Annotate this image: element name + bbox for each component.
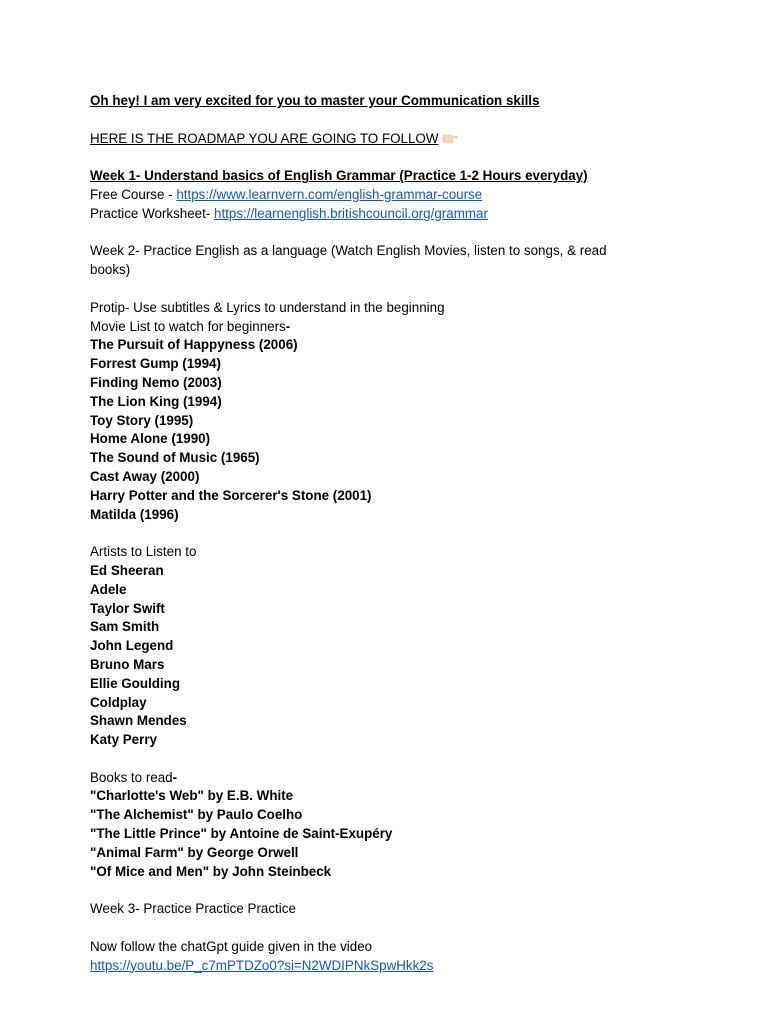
week3-line: Week 3- Practice Practice Practice bbox=[90, 901, 296, 917]
worksheet-link[interactable]: https://learnenglish.britishcouncil.org/grammar bbox=[214, 205, 488, 221]
week1-title: Week 1- Understand basics of English Grammar (Practice 1-2 Hours everyday) bbox=[90, 168, 588, 184]
worksheet-label: Practice Worksheet- bbox=[90, 205, 215, 221]
artist-item: Taylor Swift bbox=[90, 600, 165, 616]
free-course-label: Free Course - bbox=[90, 186, 177, 202]
video-link[interactable]: https://youtu.be/P_c7mPTDZo0?si=N2WDIPNkSpwHkk2s bbox=[90, 957, 434, 973]
artist-item: Coldplay bbox=[90, 694, 147, 710]
roadmap-heading bbox=[90, 130, 730, 149]
movie-item: The Sound of Music (1965) bbox=[90, 450, 260, 466]
book-item: "Of Mice and Men" by John Steinbeck bbox=[90, 863, 332, 879]
pointing-right-hand-icon bbox=[442, 131, 458, 143]
artist-item: Katy Perry bbox=[90, 732, 157, 748]
artist-item: Ed Sheeran bbox=[90, 562, 164, 578]
movie-item: Harry Potter and the Sorcerer's Stone (2001) bbox=[90, 487, 372, 503]
movie-item: The Lion King (1994) bbox=[90, 393, 222, 409]
books-label-text: Books to read bbox=[90, 769, 173, 785]
free-course-line bbox=[90, 186, 730, 205]
movie-item: Matilda (1996) bbox=[90, 506, 179, 522]
book-item: "Animal Farm" by George Orwell bbox=[90, 844, 299, 860]
books-label bbox=[90, 769, 730, 788]
movie-list-label bbox=[90, 318, 730, 337]
followup-line: Now follow the chatGpt guide given in the video bbox=[90, 938, 373, 954]
movie-item: Toy Story (1995) bbox=[90, 412, 194, 428]
book-item: "The Alchemist" by Paulo Coelho bbox=[90, 807, 303, 823]
artist-item: Bruno Mars bbox=[90, 656, 165, 672]
week2-text: - Practice English as a language (Watch English Movies, listen to songs, & read books) bbox=[90, 243, 607, 278]
movie-list-label-text: Movie List to watch for beginners bbox=[90, 318, 286, 334]
movie-item: The Pursuit of Happyness (2006) bbox=[90, 337, 298, 353]
movie-list bbox=[90, 336, 730, 524]
artist-item: Shawn Mendes bbox=[90, 713, 187, 729]
artist-list bbox=[90, 562, 730, 750]
book-item: "The Little Prince" by Antoine de Saint-Exupéry bbox=[90, 826, 393, 842]
movie-item: Cast Away (2000) bbox=[90, 468, 200, 484]
movie-item: Finding Nemo (2003) bbox=[90, 374, 222, 390]
week2-label: Week 2 bbox=[90, 243, 136, 259]
book-item: "Charlotte's Web" by E.B. White bbox=[90, 788, 294, 804]
movie-item: Forrest Gump (1994) bbox=[90, 356, 221, 372]
artists-label: Artists to Listen to bbox=[90, 544, 197, 560]
movie-list-dash: - bbox=[285, 318, 291, 334]
artist-item: Adele bbox=[90, 581, 127, 597]
movie-item: Home Alone (1990) bbox=[90, 431, 211, 447]
artist-item: Sam Smith bbox=[90, 619, 160, 635]
roadmap-heading-text: HERE IS THE ROADMAP YOU ARE GOING TO FOLLOW bbox=[90, 130, 439, 146]
artist-item: John Legend bbox=[90, 638, 174, 654]
books-dash: - bbox=[172, 769, 178, 785]
worksheet-line bbox=[90, 205, 730, 224]
book-list bbox=[90, 787, 730, 881]
intro-heading: Oh hey! I am very excited for you to master your Communication skills bbox=[90, 93, 540, 108]
protip: Protip- Use subtitles & Lyrics to understand in the beginning bbox=[90, 299, 445, 315]
week2-paragraph bbox=[90, 242, 650, 280]
artist-item: Ellie Goulding bbox=[90, 675, 181, 691]
document-page bbox=[90, 92, 730, 975]
free-course-link[interactable]: https://www.learnvern.com/english-grammar-course bbox=[176, 186, 483, 202]
